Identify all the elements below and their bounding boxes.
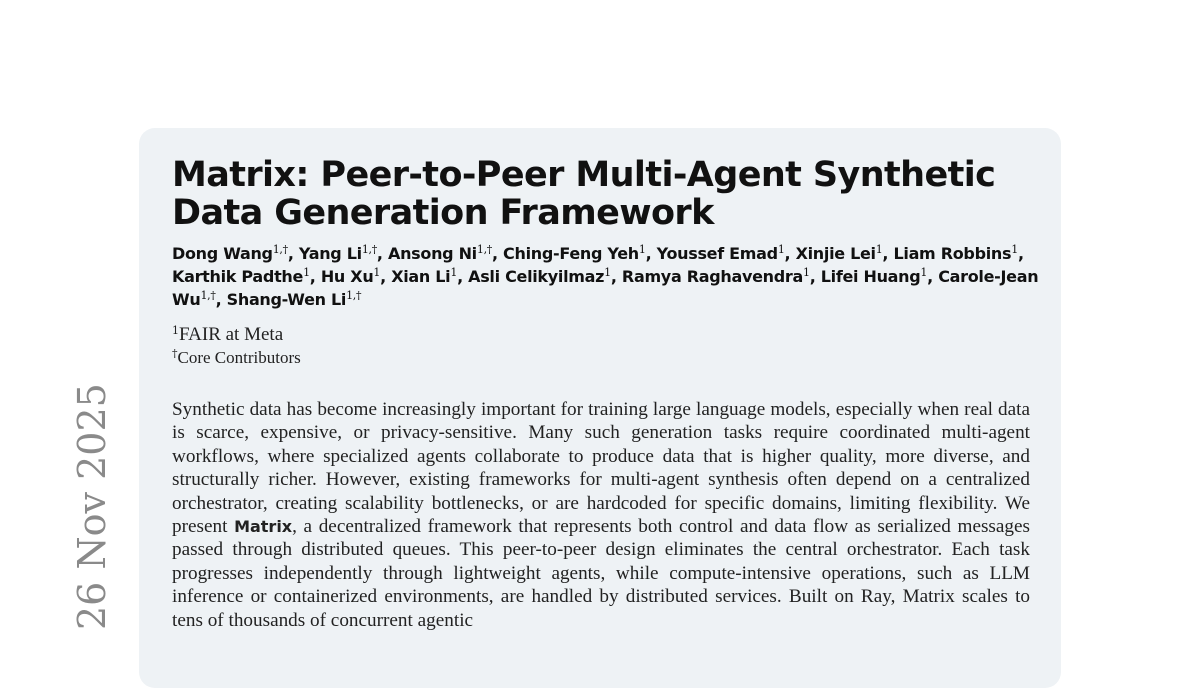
paper-title: Matrix: Peer-to-Peer Multi-Agent Synthetic Data Generation Framework (172, 155, 996, 233)
author[interactable]: Youssef Emad$^1$ (656, 243, 785, 263)
author[interactable]: Shang-Wen $Li^{1,\dagger}$ (226, 289, 362, 309)
author[interactable]: Ching-Feng Yeh$^1$ (503, 243, 646, 263)
affiliation: $^1$FAIR at Meta (172, 324, 284, 345)
author[interactable]: Xian Li$^1$ (391, 266, 458, 286)
author[interactable]: Hu Xu$^1$ (320, 266, 381, 286)
author[interactable]: Ramya Raghavendra$^1$ (621, 266, 810, 286)
author[interactable]: Asli Celikyilmaz$^1$ (468, 266, 611, 286)
author[interactable]: Dong Wang$^{1,\dagger}$ (172, 243, 288, 263)
author[interactable]: Ansong $Ni^{1,\dagger}$ (387, 243, 492, 263)
author[interactable]: Lifei Huang$^1$ (820, 266, 928, 286)
author[interactable]: Carole-Jean $Wu^{1,\dagger}$ (172, 267, 1039, 309)
affiliation: †Core Contributors (172, 347, 301, 367)
author[interactable]: Xinjie Lei$^1$ (795, 243, 883, 263)
abstract: Synthetic data has become increasingly important for training large language models, especially when real data is scarce, expensive, or privacy-sensitive. Many such generation tasks require coordinated multi-agent workflows, where specialized agents collaborate to produce data that is higher quality, more diverse, and structurally richer. However, existing frameworks for multi-agent synthesis often depend on a centralized orchestrator, creating scalability bottlenecks, or are hardcoded for specific domains, limiting flexibility. We present Matrix, a decentralized framework that represents both control and data flow as serialized messages passed through distributed queues. This peer-to-peer design eliminates the central orchestrator. Each task progresses independently through lightweight agents, while compute-intensive operations, such as LLM inference or containerized environments, are handled by distributed services. Built on Ray, Matrix scales to tens of thousands of concurrent agentic (172, 399, 1030, 631)
author[interactable]: Liam Robbins$^1$ (893, 243, 1018, 263)
affiliations (172, 323, 301, 369)
author[interactable]: Yang $Li^{1,\dagger}$ (298, 243, 377, 263)
framework-name: Matrix (234, 517, 293, 537)
author[interactable]: Karthik Padthe$^1$ (172, 266, 310, 286)
author-list: Dong Wang$^{1,\dagger}$, Yang $Li^{1,\dagger}$, Ansong $Ni^{1,\dagger}$, Ching-Feng Yeh$^1$, Youssef Emad$^1$, Xinjie Lei$^1$, Liam Robbins$^1$, Karthik Padthe$^1$, Hu Xu$^1$, Xian Li$^1$, Asli Celikyilmaz$^1$, Ramya Raghavendra$^1$, Lifei Huang$^1$, Carole-Jean $Wu^{1,\dagger}$, Shang-Wen $Li^{1,\dagger}$ (172, 243, 1039, 309)
arxiv-date-stamp: 26 Nov 2025 (70, 383, 114, 630)
